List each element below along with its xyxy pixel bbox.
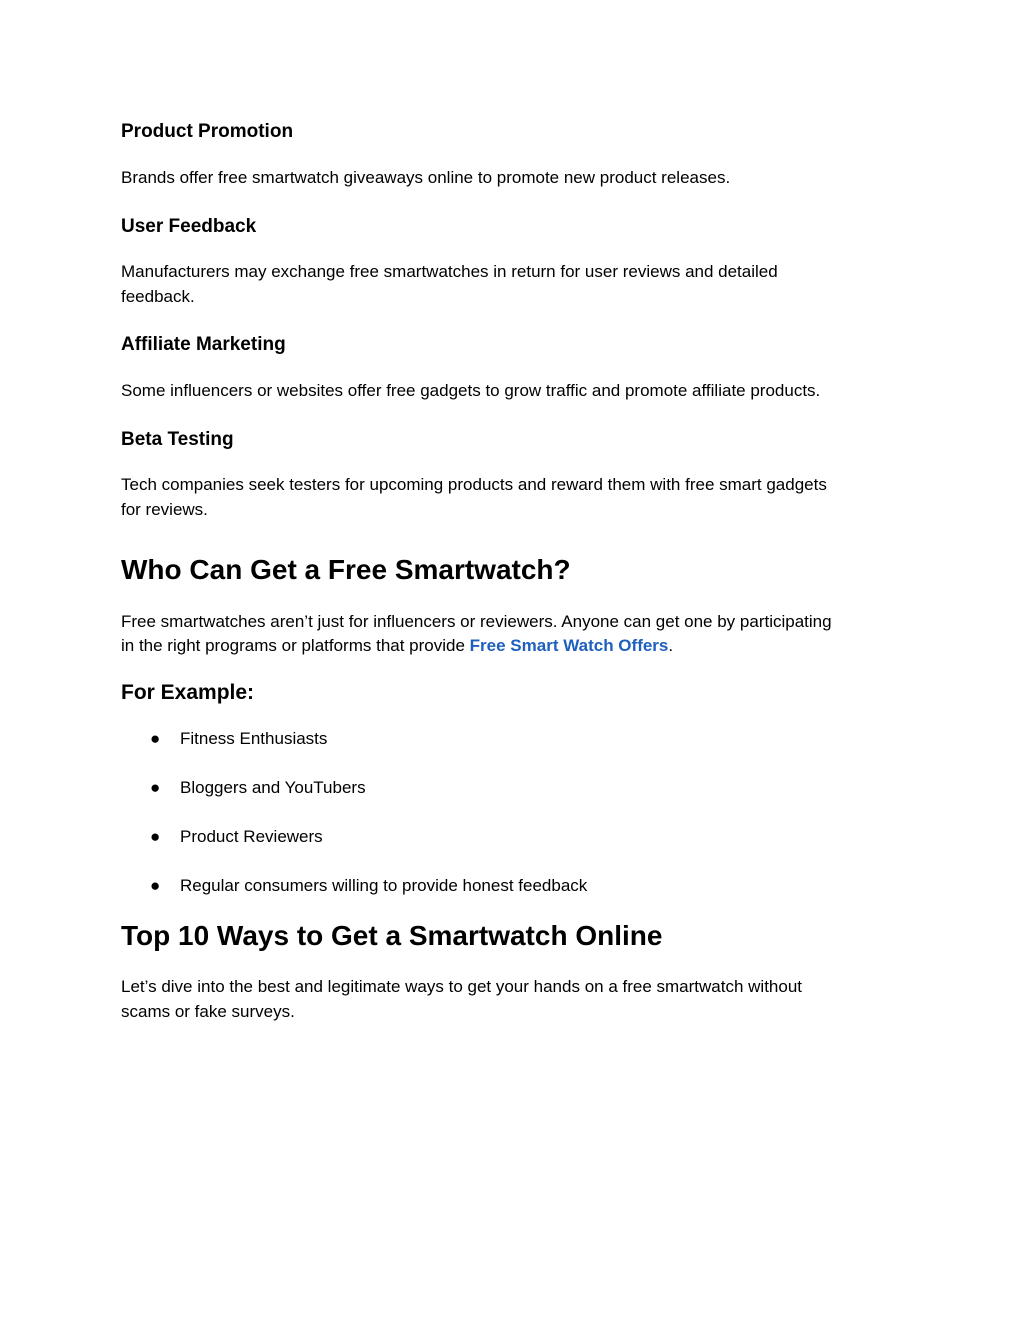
list-item-label: Regular consumers willing to provide honest feedback <box>180 876 588 895</box>
list-item-label: Product Reviewers <box>180 827 323 846</box>
list-item <box>150 727 327 751</box>
heading-affiliate-marketing: Affiliate Marketing <box>121 334 286 355</box>
text-product-promotion: Brands offer free smartwatch giveaways online to promote new product releases. <box>121 168 731 187</box>
text-beta-testing-line1: Tech companies seek testers for upcoming products and reward them with free smart gadgets <box>121 475 827 494</box>
heading-for-example: For Example: <box>121 681 255 704</box>
bullet-icon: ● <box>150 876 161 895</box>
text-beta-testing-line2: for reviews. <box>121 500 208 519</box>
text-who-can-line2-after: . <box>668 636 674 655</box>
text-top-ways-line2: scams or fake surveys. <box>121 1002 295 1021</box>
text-who-can-line2-before: in the right programs or platforms that provide <box>121 636 470 655</box>
heading-top-ways: Top 10 Ways to Get a Smartwatch Online <box>121 920 663 951</box>
bullet-icon: ● <box>150 729 161 748</box>
text-top-ways-line1: Let’s dive into the best and legitimate ways to get your hands on a free smartwatch without <box>121 977 803 996</box>
list-item-label: Fitness Enthusiasts <box>180 729 328 748</box>
list-item <box>150 874 587 898</box>
heading-user-feedback: User Feedback <box>121 216 257 237</box>
text-user-feedback-line1: Manufacturers may exchange free smartwatches in return for user reviews and detailed <box>121 262 778 281</box>
heading-who-can: Who Can Get a Free Smartwatch? <box>121 554 571 585</box>
list-item-label: Bloggers and YouTubers <box>180 778 366 797</box>
text-who-can-line2 <box>121 634 673 659</box>
bullet-icon: ● <box>150 827 161 846</box>
list-item <box>150 825 323 849</box>
free-smart-watch-offers-link[interactable]: Free Smart Watch Offers <box>469 636 669 655</box>
heading-beta-testing: Beta Testing <box>121 429 234 450</box>
text-user-feedback-line2: feedback. <box>121 287 195 306</box>
text-who-can-line1: Free smartwatches aren’t just for influencers or reviewers. Anyone can get one by participating <box>121 612 832 631</box>
text-affiliate-marketing: Some influencers or websites offer free gadgets to grow traffic and promote affiliate products. <box>121 381 821 400</box>
bullet-icon: ● <box>150 778 161 797</box>
list-item <box>150 776 366 800</box>
heading-product-promotion: Product Promotion <box>121 121 294 142</box>
